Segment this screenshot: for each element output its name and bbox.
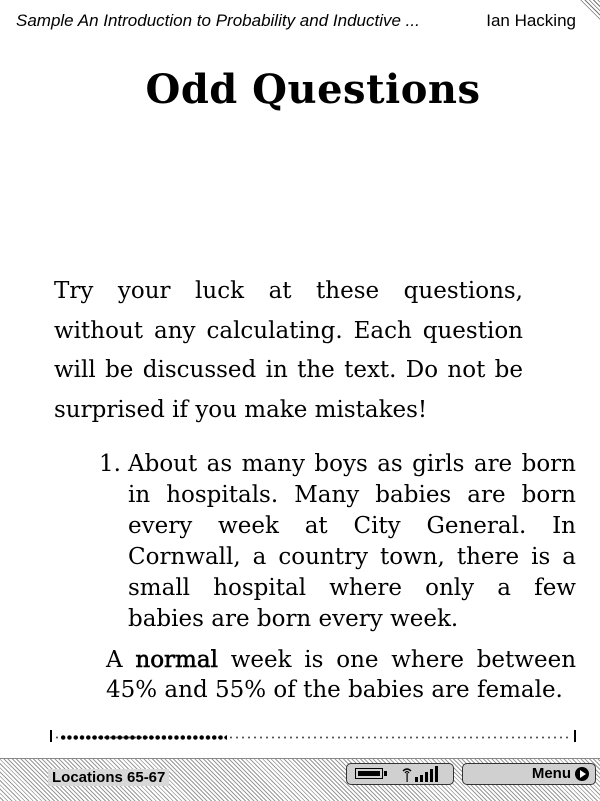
menu-arrow-icon	[575, 767, 589, 781]
chapter-title: Odd Questions	[145, 66, 481, 113]
definition-text: week is one where between 45% and 55% of the babies are female.	[106, 647, 577, 703]
menu-label: Menu	[531, 765, 571, 782]
question-text: About as many boys as girls are born in hospitals. Many babies are born every week at City General. In Cornwall, a country town, there is a small hospital where only a few babies are born every week.	[128, 451, 576, 632]
book-author: Ian Hacking	[486, 11, 576, 30]
normal-week-definition	[106, 645, 576, 705]
intro-paragraph: Try your luck at these questions, without any calculating. Each question will be discussed in the text. Do not be surprised if you make mistakes!	[54, 278, 523, 423]
reader-header	[0, 0, 600, 44]
menu-button[interactable]	[462, 763, 596, 785]
device-status	[346, 763, 454, 785]
battery-icon	[355, 768, 383, 779]
progress-fill	[60, 735, 227, 740]
progress-end-cap	[574, 730, 576, 742]
status-bar	[0, 758, 600, 801]
definition-prefix: A	[106, 647, 123, 673]
bookmark-corner-icon[interactable]	[578, 0, 600, 22]
reading-progress-bar[interactable]	[50, 730, 576, 744]
location-indicator: Locations 65-67	[48, 769, 169, 786]
wireless-signal-icon	[399, 766, 445, 782]
question-number: 1.	[99, 451, 121, 477]
book-title: Sample An Introduction to Probability and Inductive ...	[16, 11, 420, 30]
progress-start-cap	[50, 730, 52, 742]
definition-term: normal	[135, 647, 218, 673]
question-1	[99, 449, 576, 635]
